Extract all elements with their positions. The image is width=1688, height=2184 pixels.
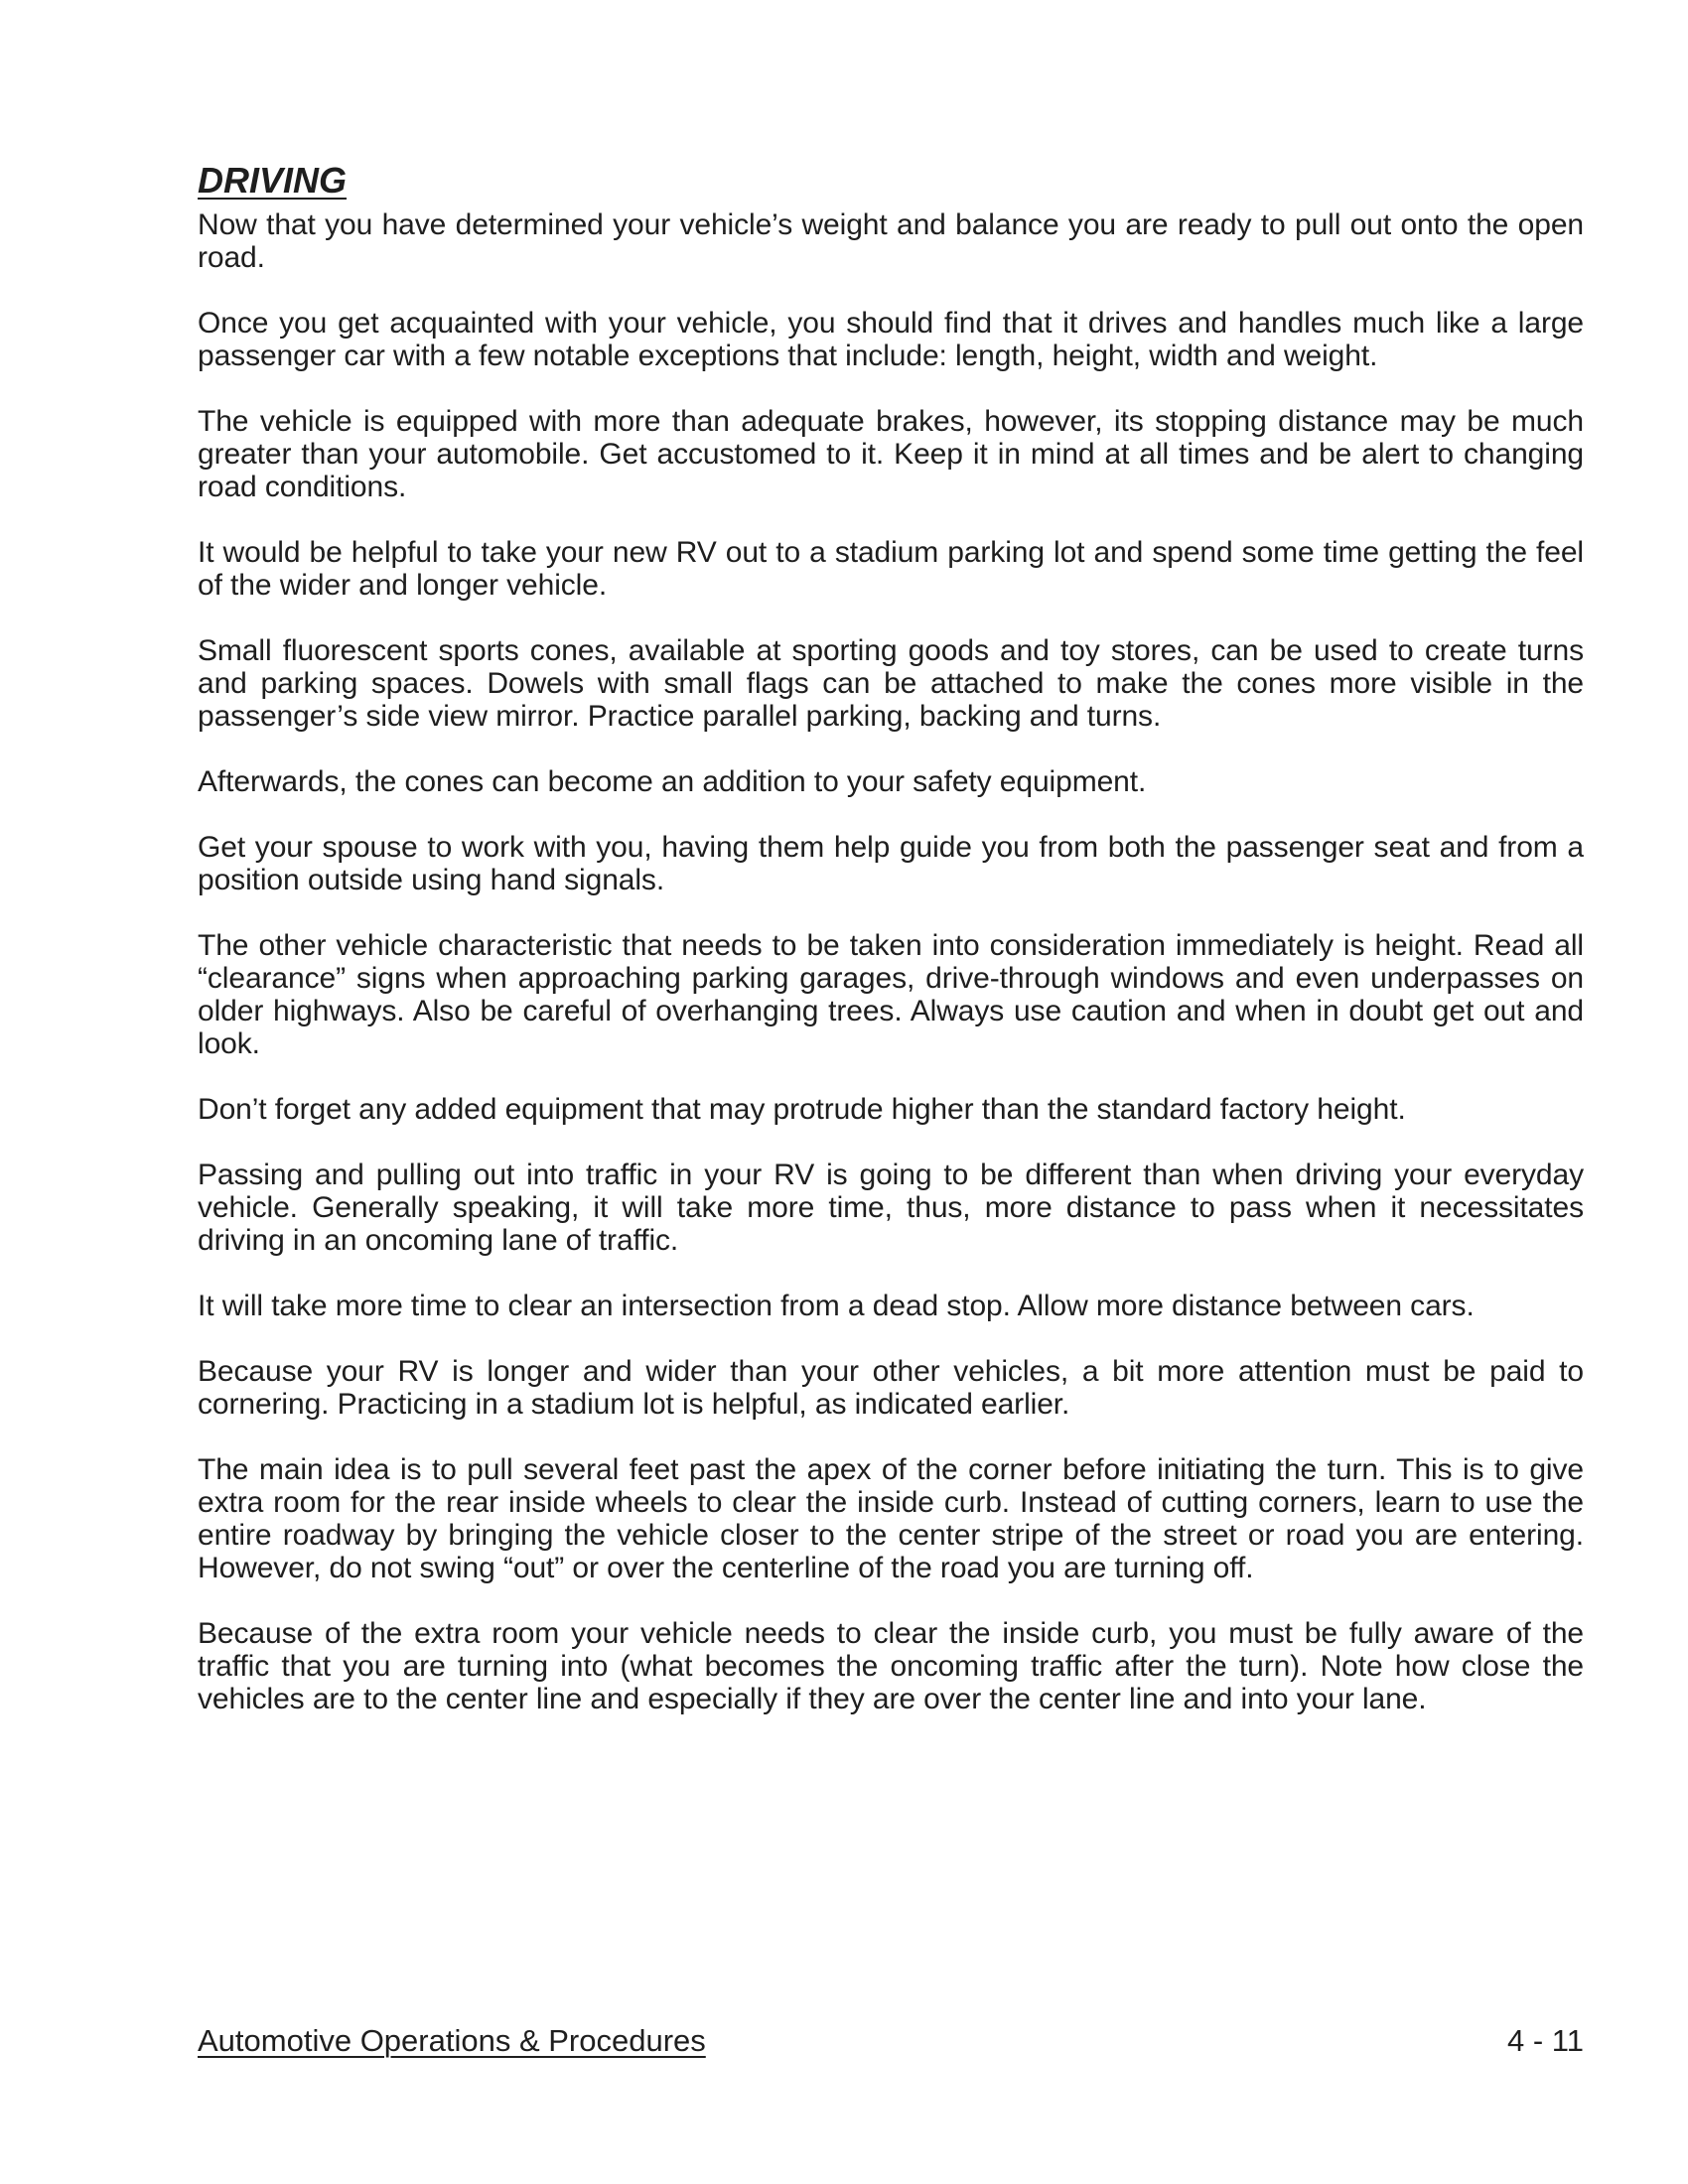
paragraph-8: The other vehicle characteristic that needs to be taken into consideration immediately is height. Read all “clearance” signs when approaching parking garages, drive-through windows and even underpasses on older highways. Also be careful of overhanging trees. Always use caution and when in doubt get out and look.	[198, 929, 1584, 1060]
paragraph-7: Get your spouse to work with you, having them help guide you from both the passenger seat and from a position outside using hand signals.	[198, 831, 1584, 896]
paragraph-12: Because your RV is longer and wider than your other vehicles, a bit more attention must be paid to cornering. Practicing in a stadium lot is helpful, as indicated earlier.	[198, 1355, 1584, 1421]
paragraph-2: Once you get acquainted with your vehicle, you should find that it drives and handles much like a large passenger car with a few notable exceptions that include: length, height, width and weight.	[198, 307, 1584, 372]
page-number: 4 - 11	[1507, 2023, 1584, 2058]
paragraph-3: The vehicle is equipped with more than adequate brakes, however, its stopping distance may be much greater than your automobile. Get accustomed to it. Keep it in mind at all times and be alert to changing road conditions.	[198, 405, 1584, 503]
paragraph-13: The main idea is to pull several feet past the apex of the corner before initiating the turn. This is to give extra room for the rear inside wheels to clear the inside curb. Instead of cutting corners, learn to use the entire roadway by bringing the vehicle closer to the center stripe of the street or road you are entering. However, do not swing “out” or over the centerline of the road you are turning off.	[198, 1453, 1584, 1584]
document-page	[198, 159, 1584, 1748]
paragraph-6: Afterwards, the cones can become an addition to your safety equipment.	[198, 765, 1147, 798]
paragraph-1: Now that you have determined your vehicle’s weight and balance you are ready to pull out onto the open road.	[198, 208, 1584, 274]
section-heading: DRIVING	[198, 160, 348, 201]
paragraph-11: It will take more time to clear an intersection from a dead stop. Allow more distance between cars.	[198, 1290, 1475, 1322]
paragraph-5: Small fluorescent sports cones, available at sporting goods and toy stores, can be used to create turns and parking spaces. Dowels with small flags can be attached to make the cones more visible in the passenger’s side view mirror. Practice parallel parking, backing and turns.	[198, 634, 1584, 733]
paragraph-14: Because of the extra room your vehicle needs to clear the inside curb, you must be fully aware of the traffic that you are turning into (what becomes the oncoming traffic after the turn). Note how close the vehicles are to the center line and especially if they are over the center line and into your lane.	[198, 1617, 1584, 1715]
paragraph-9: Don’t forget any added equipment that may protrude higher than the standard factory height.	[198, 1093, 1406, 1126]
footer-title: Automotive Operations & Procedures	[198, 2023, 706, 2058]
paragraph-4: It would be helpful to take your new RV out to a stadium parking lot and spend some time getting the feel of the wider and longer vehicle.	[198, 536, 1584, 602]
paragraph-10: Passing and pulling out into traffic in your RV is going to be different than when driving your everyday vehicle. Generally speaking, it will take more time, thus, more distance to pass when it necessitates driving in an oncoming lane of traffic.	[198, 1159, 1584, 1257]
